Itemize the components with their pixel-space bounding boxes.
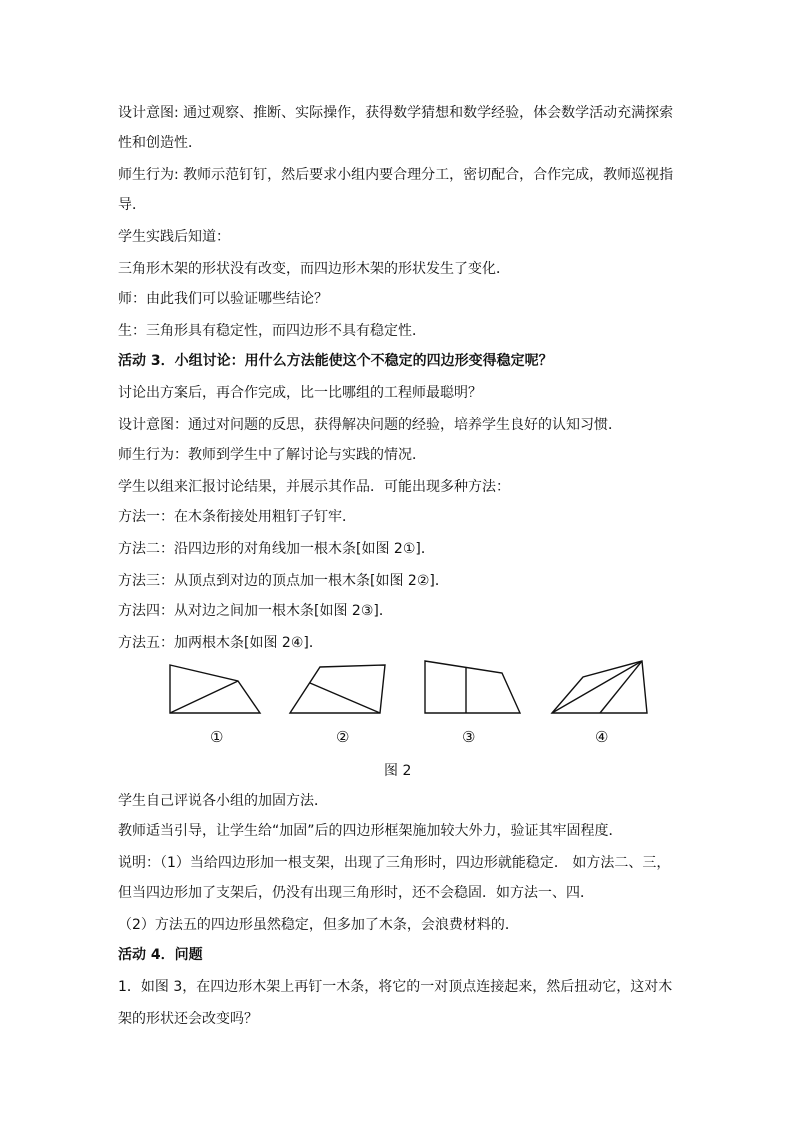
text-line: 架的形状还会改变吗？ bbox=[118, 1011, 258, 1027]
figure-label-1: ① bbox=[210, 728, 224, 746]
figure-2-diagrams bbox=[160, 655, 660, 755]
text-line: 师生行为：教师到学生中了解讨论与实践的情况． bbox=[118, 447, 426, 463]
text-line: 说明：（1）当给四边形加一根支架，出现了三角形时，四边形就能稳定． 如方法二、三， bbox=[118, 855, 671, 871]
text-line: 师：由此我们可以验证哪些结论？ bbox=[118, 291, 328, 307]
activity-4-heading: 活动 4．问题 bbox=[118, 947, 203, 963]
text-line: 生：三角形具有稳定性，而四边形不具有稳定性． bbox=[118, 323, 426, 339]
method-3: 方法三：从顶点到对边的顶点加一根木条[如图 2②]． bbox=[118, 573, 449, 589]
text-line: 学生自己评说各小组的加固方法． bbox=[118, 793, 328, 809]
text-line: 学生实践后知道： bbox=[118, 229, 230, 245]
figure-label-4: ④ bbox=[595, 728, 609, 746]
text-line: 讨论出方案后，再合作完成，比一比哪组的工程师最聪明？ bbox=[118, 385, 482, 401]
text-line: 师生行为: 教师示范钉钉，然后要求小组内要合理分工，密切配合，合作完成，教师巡视指 bbox=[118, 167, 674, 183]
method-5: 方法五：加两根木条[如图 2④]． bbox=[118, 635, 323, 651]
quad-figure-1 bbox=[170, 665, 260, 713]
text-line: 教师适当引导，让学生给“加固”后的四边形框架施加较大外力，验证其牢固程度． bbox=[118, 823, 623, 839]
text-line: （2）方法五的四边形虽然稳定，但多加了木条，会浪费材料的． bbox=[118, 917, 519, 933]
text-line: 设计意图：通过对问题的反思，获得解决问题的经验，培养学生良好的认知习惯． bbox=[118, 417, 622, 433]
figure-caption: 图 2 bbox=[384, 763, 412, 779]
method-1: 方法一：在木条衔接处用粗钉子钉牢． bbox=[118, 509, 356, 525]
text-line: 设计意图: 通过观察、推断、实际操作，获得数学猜想和数学经验，体会数学活动充满探索 bbox=[118, 105, 674, 121]
figure-label-2: ② bbox=[336, 728, 350, 746]
method-4: 方法四：从对边之间加一根木条[如图 2③]． bbox=[118, 603, 393, 619]
figure-label-3: ③ bbox=[462, 728, 476, 746]
text-line: 1．如图 3，在四边形木架上再钉一木条，将它的一对顶点连接起来，然后扭动它，这对木 bbox=[118, 979, 673, 995]
quad-figure-3 bbox=[425, 661, 520, 713]
text-line: 学生以组来汇报讨论结果，并展示其作品．可能出现多种方法： bbox=[118, 479, 510, 495]
quad-figure-4 bbox=[552, 661, 647, 713]
text-line: 三角形木架的形状没有改变，而四边形木架的形状发生了变化． bbox=[118, 261, 510, 277]
text-line: 导． bbox=[118, 197, 146, 213]
method-2: 方法二：沿四边形的对角线加一根木条[如图 2①]． bbox=[118, 541, 435, 557]
activity-3-heading: 活动 3．小组讨论：用什么方法能使这个不稳定的四边形变得稳定呢？ bbox=[118, 353, 553, 369]
quad-figure-2 bbox=[290, 665, 385, 713]
text-line: 但当四边形加了支架后，仍没有出现三角形时，还不会稳固．如方法一、四． bbox=[118, 885, 594, 901]
text-line: 性和创造性． bbox=[118, 135, 202, 151]
